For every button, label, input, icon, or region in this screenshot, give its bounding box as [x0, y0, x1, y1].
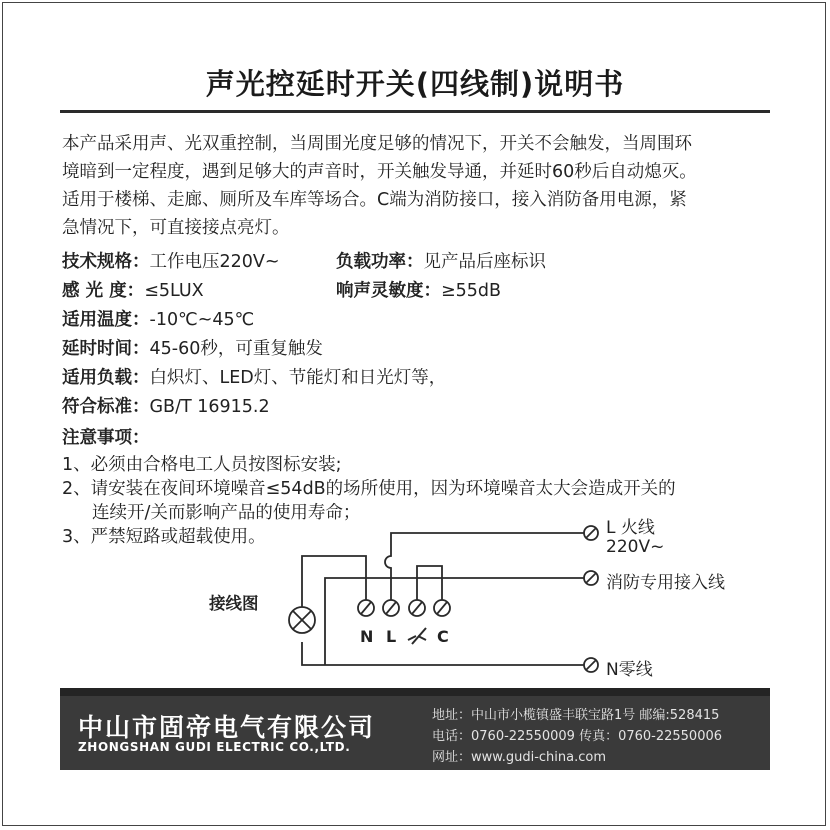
- spec-label: 感 光 度：: [62, 281, 145, 301]
- terminal-l-label: L: [386, 627, 397, 646]
- spec-value: 工作电压220V~: [149, 252, 280, 272]
- fire-line-label: 消防专用接入线: [606, 573, 725, 593]
- switch-symbol-icon: [408, 628, 426, 644]
- spec-label: 响声灵敏度：: [336, 281, 441, 301]
- company-phone: 电话：0760-22550009 传真：0760-22550006: [432, 729, 723, 744]
- company-website: 网址：www.gudi-china.com: [432, 750, 606, 765]
- footer-bar: [60, 688, 770, 770]
- spec-label: 技术规格：: [62, 252, 150, 272]
- terminal-n: [358, 600, 374, 616]
- spec-label: 适用负载：: [62, 368, 150, 388]
- terminal-fire: [584, 571, 598, 585]
- neutral-branch: [325, 578, 442, 665]
- live-line-label: L 火线: [606, 518, 655, 538]
- wiring-diagram-label: 接线图: [209, 594, 259, 613]
- intro-line: 境暗到一定程度，遇到足够大的声音时，开关触发导通，并延时60秒后自动熄灭。: [62, 162, 697, 182]
- terminal-switched: [409, 600, 425, 616]
- terminal-l: [383, 600, 399, 616]
- spec-label: 负载功率：: [336, 252, 424, 272]
- voltage-label: 220V~: [606, 537, 665, 557]
- spec-value: -10℃~45℃: [149, 310, 255, 330]
- intro-line: 本产品采用声、光双重控制，当周围光度足够的情况下，开关不会触发，当周围环: [62, 134, 692, 154]
- lamp-symbol: [289, 607, 315, 633]
- notes-heading: 注意事项：: [62, 428, 150, 448]
- terminal-live: [584, 526, 598, 540]
- footer-top-stripe: [60, 688, 770, 696]
- terminal-neutral: [584, 658, 598, 672]
- terminal-n-label: N: [360, 627, 374, 646]
- note-item: 3、严禁短路或超载使用。: [62, 527, 266, 547]
- company-address: 地址：中山市小榄镇盛丰联宝路1号 邮编:528415: [432, 708, 720, 723]
- spec-value: ≤5LUX: [144, 281, 204, 301]
- spec-label: 符合标准：: [62, 397, 150, 417]
- spec-label: 延时时间：: [62, 339, 150, 359]
- note-item: 1、必须由合格电工人员按图标安装;: [62, 455, 342, 475]
- spec-value: ≥55dB: [441, 281, 502, 301]
- neutral-line-label: N零线: [606, 660, 653, 680]
- intro-line: 急情况下，可直接接点亮灯。: [62, 218, 290, 238]
- spec-value: 45-60秒，可重复触发: [149, 339, 323, 359]
- intro-line: 适用于楼梯、走廊、厕所及车库等场合。C端为消防接口，接入消防备用电源，紧: [62, 190, 687, 210]
- spec-label: 适用温度：: [62, 310, 150, 330]
- terminal-c: [434, 600, 450, 616]
- spec-value: 白炽灯、LED灯、节能灯和日光灯等，: [149, 368, 447, 388]
- terminal-c-label: C: [437, 627, 449, 646]
- note-item: 2、请安装在夜间环境噪音≤54dB的场所使用，因为环境噪音太大会造成开关的: [62, 479, 676, 499]
- spec-value: GB/T 16915.2: [149, 397, 270, 417]
- company-name-cn: 中山市固帝电气有限公司: [78, 713, 376, 742]
- company-name-en: ZHONGSHAN GUDI ELECTRIC CO.,LTD.: [78, 740, 351, 754]
- page-title: 声光控延时开关(四线制)说明书: [205, 67, 625, 101]
- spec-value: 见产品后座标识: [423, 252, 546, 272]
- live-wire: [385, 533, 584, 602]
- note-item: 连续开/关而影响产品的使用寿命；: [92, 503, 361, 523]
